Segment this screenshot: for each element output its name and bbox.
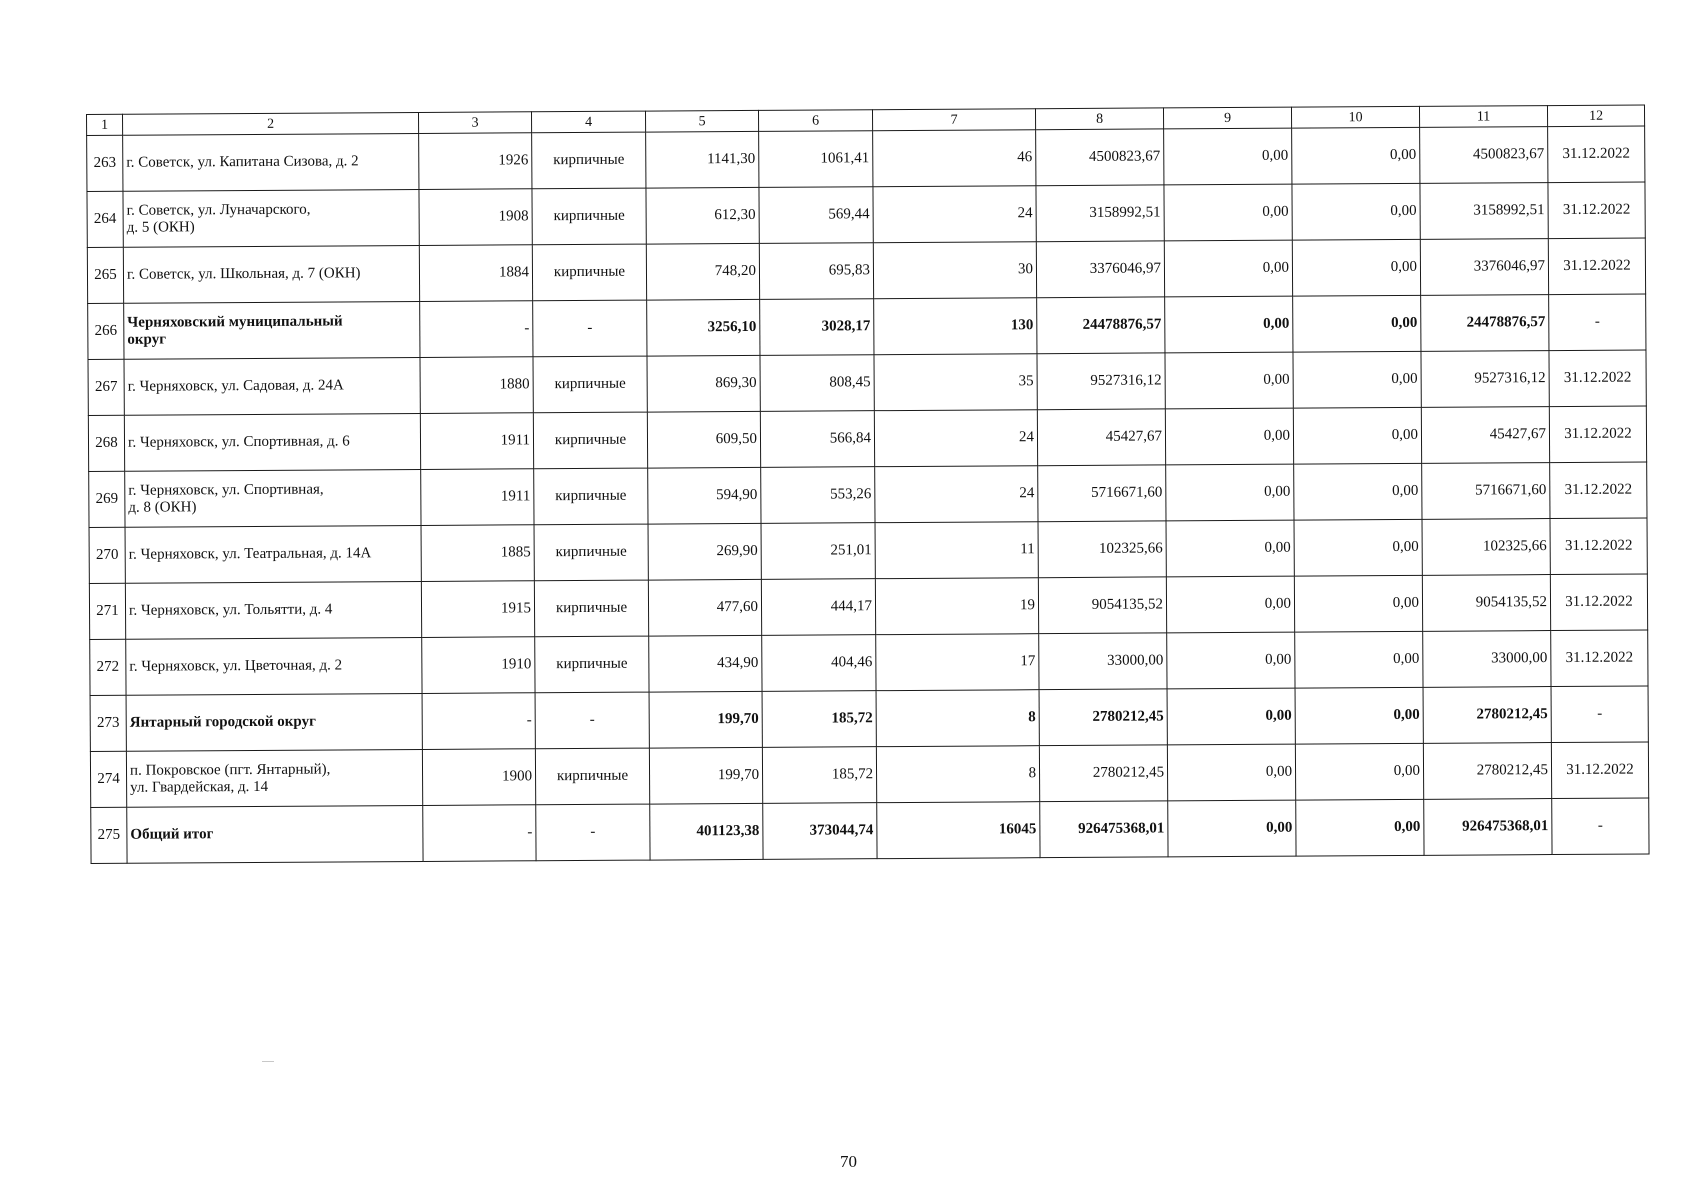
cell-col-7: 35 (874, 354, 1037, 411)
cell-col-6: 185,72 (762, 747, 876, 804)
cell-col-6: 444,17 (761, 579, 875, 636)
cell-col-2: Черняховский муниципальный округ (124, 301, 420, 359)
cell-col-5: 199,70 (649, 691, 762, 748)
cell-col-1: 275 (91, 807, 127, 863)
table-row (88, 406, 1646, 472)
subtotal-row (88, 294, 1646, 360)
cell-col-9: 0,00 (1164, 240, 1292, 297)
cell-col-4: кирпичные (534, 468, 648, 525)
cell-col-8: 33000,00 (1039, 633, 1167, 690)
cell-col-7: 8 (876, 690, 1039, 747)
cell-col-8: 3376046,97 (1036, 241, 1164, 298)
cell-col-2: г. Советск, ул. Капитана Сизова, д. 2 (123, 133, 419, 191)
cell-col-6: 553,26 (761, 467, 875, 524)
cell-col-4: кирпичные (533, 412, 647, 469)
cell-col-7: 16045 (877, 802, 1040, 859)
cell-col-10: 0,00 (1292, 183, 1420, 240)
cell-col-2: г. Черняховск, ул. Спортивная, д. 8 (ОКН) (125, 469, 421, 527)
cell-col-8: 9054135,52 (1038, 577, 1166, 634)
cell-col-6: 569,44 (759, 187, 873, 244)
cell-col-2: Общий итог (127, 805, 423, 863)
cell-col-9: 0,00 (1168, 800, 1296, 857)
cell-col-7: 8 (876, 746, 1039, 803)
cell-col-1: 268 (88, 415, 124, 471)
cell-col-3: 1910 (422, 637, 535, 694)
cell-col-11: 9054135,52 (1422, 575, 1550, 632)
cell-col-4: - (536, 804, 650, 861)
cell-col-1: 273 (90, 695, 126, 751)
cell-col-11: 102325,66 (1422, 519, 1550, 576)
cell-col-5: 434,90 (649, 635, 762, 692)
cell-col-3: 1880 (420, 357, 533, 414)
cell-col-8: 102325,66 (1038, 521, 1166, 578)
cell-col-10: 0,00 (1292, 239, 1420, 296)
cell-col-4: кирпичные (532, 188, 646, 245)
cell-col-1: 269 (89, 471, 125, 527)
cell-col-7: 17 (876, 634, 1039, 691)
cell-col-6: 185,72 (762, 691, 876, 748)
cell-col-11: 9527316,12 (1421, 351, 1549, 408)
cell-col-1: 266 (88, 303, 124, 359)
column-header-8: 8 (1035, 108, 1163, 130)
cell-col-8: 5716671,60 (1038, 465, 1166, 522)
cell-col-3: 1885 (421, 525, 534, 582)
cell-col-12: 31.12.2022 (1550, 574, 1647, 631)
cell-col-3: 1884 (419, 245, 532, 302)
cell-col-3: 1915 (421, 581, 534, 638)
cell-col-2: п. Покровское (пгт. Янтарный), ул. Гвардейская, д. 14 (126, 749, 422, 807)
cell-col-9: 0,00 (1165, 352, 1293, 409)
cell-col-8: 2780212,45 (1039, 689, 1167, 746)
cell-col-3: - (423, 805, 536, 862)
table-row (90, 742, 1648, 808)
cell-col-7: 24 (875, 466, 1038, 523)
subtotal-row (91, 798, 1649, 864)
table-row (87, 126, 1645, 192)
cell-col-1: 263 (87, 135, 123, 191)
cell-col-12: - (1549, 294, 1646, 351)
column-header-9: 9 (1163, 107, 1291, 129)
cell-col-6: 404,46 (762, 635, 876, 692)
cell-col-11: 3158992,51 (1420, 183, 1548, 240)
cell-col-11: 45427,67 (1421, 407, 1549, 464)
cell-col-2: г. Черняховск, ул. Цветочная, д. 2 (126, 637, 422, 695)
column-header-10: 10 (1291, 106, 1419, 128)
cell-col-9: 0,00 (1167, 688, 1295, 745)
cell-col-5: 609,50 (647, 411, 760, 468)
cell-col-12: 31.12.2022 (1550, 462, 1647, 519)
column-header-1: 1 (87, 114, 123, 135)
cell-col-1: 272 (90, 639, 126, 695)
column-header-4: 4 (531, 111, 645, 133)
cell-col-10: 0,00 (1292, 127, 1420, 184)
cell-col-7: 30 (873, 242, 1036, 299)
cell-col-12: 31.12.2022 (1548, 126, 1645, 183)
cell-col-9: 0,00 (1167, 632, 1295, 689)
cell-col-4: - (533, 300, 647, 357)
column-header-2: 2 (123, 112, 419, 135)
cell-col-11: 926475368,01 (1424, 799, 1552, 856)
table-row (89, 462, 1647, 528)
cell-col-7: 46 (873, 130, 1036, 187)
page-number: 70 (840, 1152, 857, 1171)
cell-col-8: 24478876,57 (1037, 297, 1165, 354)
cell-col-2: г. Черняховск, ул. Тольятти, д. 4 (125, 581, 421, 639)
cell-col-3: 1911 (420, 413, 533, 470)
cell-col-12: 31.12.2022 (1549, 406, 1646, 463)
cell-col-11: 3376046,97 (1420, 239, 1548, 296)
cell-col-8: 45427,67 (1037, 409, 1165, 466)
cell-col-5: 477,60 (648, 579, 761, 636)
cell-col-5: 594,90 (648, 467, 761, 524)
cell-col-7: 24 (873, 186, 1036, 243)
cell-col-3: - (420, 301, 533, 358)
cell-col-5: 401123,38 (650, 803, 763, 860)
cell-col-3: - (422, 693, 535, 750)
cell-col-6: 251,01 (761, 523, 875, 580)
cell-col-9: 0,00 (1167, 744, 1295, 801)
cell-col-6: 566,84 (760, 411, 874, 468)
table-row (87, 182, 1645, 248)
cell-col-4: - (535, 692, 649, 749)
cell-col-10: 0,00 (1296, 799, 1424, 856)
cell-col-10: 0,00 (1295, 631, 1423, 688)
cell-col-7: 11 (875, 522, 1038, 579)
table-row (87, 238, 1645, 304)
cell-col-5: 3256,10 (647, 299, 760, 356)
table-row (89, 518, 1647, 584)
cell-col-11: 2780212,45 (1423, 743, 1551, 800)
cell-col-9: 0,00 (1165, 408, 1293, 465)
cell-col-10: 0,00 (1293, 407, 1421, 464)
cell-col-1: 270 (89, 527, 125, 583)
cell-col-10: 0,00 (1293, 351, 1421, 408)
cell-col-10: 0,00 (1294, 519, 1422, 576)
cell-col-11: 5716671,60 (1422, 463, 1550, 520)
cell-col-12: 31.12.2022 (1550, 518, 1647, 575)
cell-col-12: - (1551, 686, 1648, 743)
column-header-12: 12 (1547, 105, 1644, 127)
cell-col-10: 0,00 (1294, 575, 1422, 632)
column-header-6: 6 (758, 110, 872, 132)
cell-col-3: 1926 (419, 133, 532, 190)
column-header-7: 7 (872, 109, 1035, 131)
cell-col-12: 31.12.2022 (1551, 630, 1648, 687)
cell-col-11: 2780212,45 (1423, 687, 1551, 744)
cell-col-8: 2780212,45 (1039, 745, 1167, 802)
cell-col-8: 926475368,01 (1040, 801, 1168, 858)
cell-col-3: 1911 (421, 469, 534, 526)
cell-col-5: 269,90 (648, 523, 761, 580)
cell-col-11: 24478876,57 (1421, 295, 1549, 352)
cell-col-9: 0,00 (1165, 296, 1293, 353)
cell-col-4: кирпичные (534, 524, 648, 581)
column-header-5: 5 (645, 110, 758, 132)
cell-col-8: 4500823,67 (1036, 129, 1164, 186)
cell-col-2: г. Черняховск, ул. Спортивная, д. 6 (124, 413, 420, 471)
cell-col-2: г. Советск, ул. Школьная, д. 7 (ОКН) (123, 245, 419, 303)
cell-col-4: кирпичные (535, 636, 649, 693)
cell-col-12: - (1552, 798, 1649, 855)
table-row (90, 630, 1648, 696)
cell-col-4: кирпичные (534, 580, 648, 637)
cell-col-2: г. Советск, ул. Луначарского, д. 5 (ОКН) (123, 189, 419, 247)
cell-col-11: 4500823,67 (1420, 127, 1548, 184)
cell-col-9: 0,00 (1166, 464, 1294, 521)
cell-col-3: 1908 (419, 189, 532, 246)
cell-col-6: 695,83 (759, 243, 873, 300)
cell-col-7: 19 (875, 578, 1038, 635)
subtotal-row (90, 686, 1648, 752)
cell-col-12: 31.12.2022 (1549, 350, 1646, 407)
table-body (87, 105, 1650, 864)
cell-col-10: 0,00 (1295, 743, 1423, 800)
cell-col-4: кирпичные (532, 244, 646, 301)
cell-col-10: 0,00 (1294, 463, 1422, 520)
cell-col-9: 0,00 (1166, 520, 1294, 577)
cell-col-5: 869,30 (647, 355, 760, 412)
table-row (89, 574, 1647, 640)
cell-col-5: 748,20 (646, 243, 759, 300)
scan-speck (262, 1061, 274, 1062)
cell-col-4: кирпичные (533, 356, 647, 413)
cell-col-6: 808,45 (760, 355, 874, 412)
cell-col-5: 1141,30 (646, 131, 759, 188)
cell-col-5: 199,70 (649, 747, 762, 804)
cell-col-1: 267 (88, 359, 124, 415)
cell-col-9: 0,00 (1164, 184, 1292, 241)
cell-col-11: 33000,00 (1423, 631, 1551, 688)
cell-col-7: 130 (874, 298, 1037, 355)
column-header-11: 11 (1419, 106, 1547, 128)
cell-col-6: 1061,41 (759, 131, 873, 188)
cell-col-10: 0,00 (1293, 295, 1421, 352)
cell-col-8: 3158992,51 (1036, 185, 1164, 242)
cell-col-12: 31.12.2022 (1551, 742, 1648, 799)
cell-col-1: 265 (87, 247, 123, 303)
cell-col-1: 271 (89, 583, 125, 639)
housing-register-table (86, 104, 1650, 864)
cell-col-2: г. Черняховск, ул. Театральная, д. 14А (125, 525, 421, 583)
cell-col-12: 31.12.2022 (1548, 182, 1645, 239)
cell-col-1: 264 (87, 191, 123, 247)
table-row (88, 350, 1646, 416)
cell-col-4: кирпичные (535, 748, 649, 805)
cell-col-4: кирпичные (532, 132, 646, 189)
cell-col-6: 3028,17 (760, 299, 874, 356)
cell-col-7: 24 (874, 410, 1037, 467)
cell-col-9: 0,00 (1164, 128, 1292, 185)
cell-col-2: г. Черняховск, ул. Садовая, д. 24А (124, 357, 420, 415)
cell-col-2: Янтарный городской округ (126, 693, 422, 751)
cell-col-6: 373044,74 (763, 803, 877, 860)
cell-col-5: 612,30 (646, 187, 759, 244)
cell-col-12: 31.12.2022 (1548, 238, 1645, 295)
cell-col-9: 0,00 (1166, 576, 1294, 633)
cell-col-3: 1900 (422, 749, 535, 806)
column-header-3: 3 (418, 112, 531, 134)
cell-col-8: 9527316,12 (1037, 353, 1165, 410)
cell-col-1: 274 (90, 751, 126, 807)
cell-col-10: 0,00 (1295, 687, 1423, 744)
